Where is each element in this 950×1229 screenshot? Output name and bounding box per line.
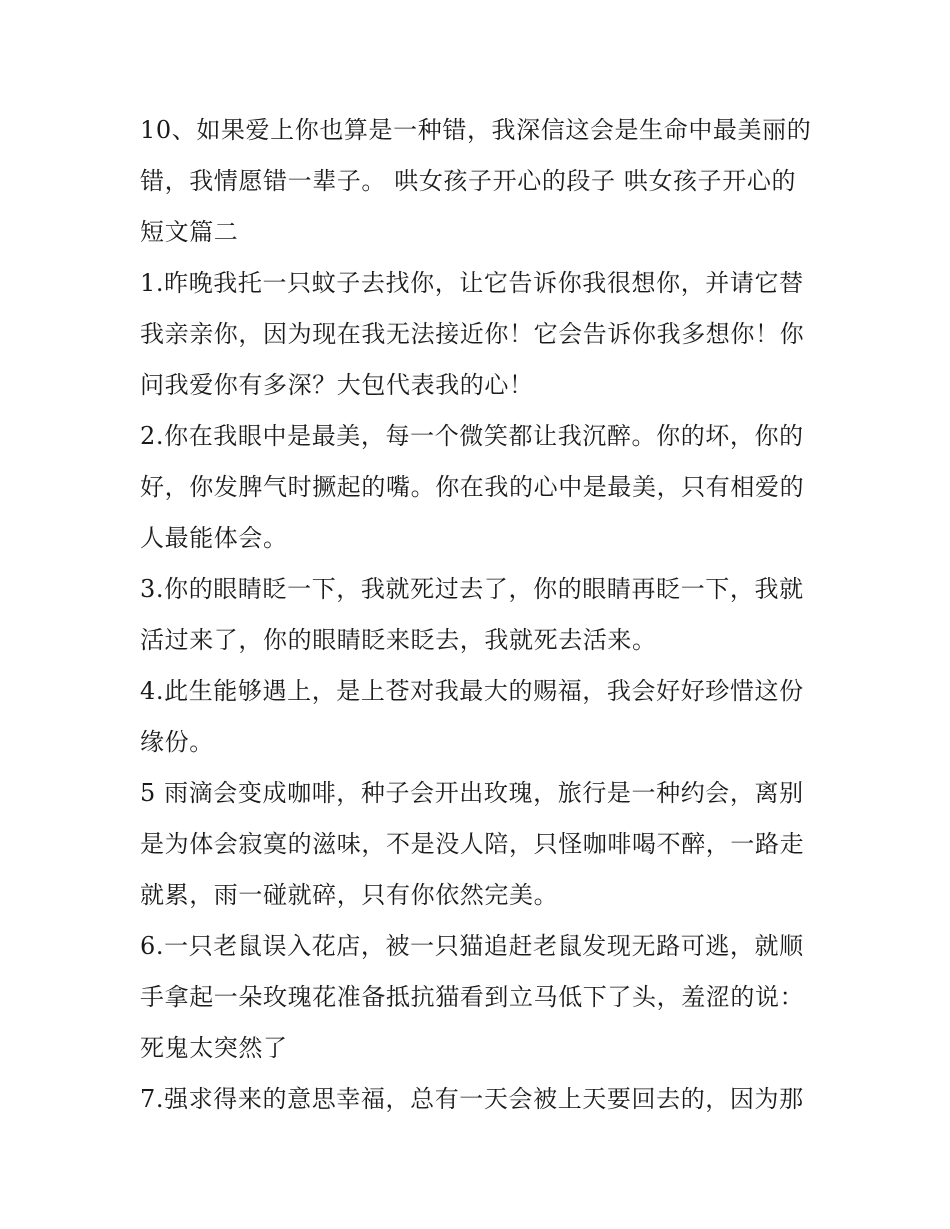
text-line: 问我爱你有多深？大包代表我的心！ xyxy=(140,371,534,399)
document-body xyxy=(140,105,820,1125)
text-line: 错，我情愿错一辈子。 哄女孩子开心的段子 哄女孩子开心的 xyxy=(140,167,797,195)
paragraph-5 xyxy=(140,768,820,921)
text-line: 3.你的眼睛眨一下，我就死过去了，你的眼睛再眨一下，我就 xyxy=(140,575,804,603)
paragraph-7 xyxy=(140,1074,820,1125)
text-line: 6.一只老鼠误入花店，被一只猫追赶老鼠发现无路可逃，就顺 xyxy=(140,932,804,960)
paragraph-4 xyxy=(140,666,820,768)
text-line: 人最能体会。 xyxy=(140,524,288,552)
text-line: 4.此生能够遇上，是上苍对我最大的赐福，我会好好珍惜这份 xyxy=(140,677,804,705)
text-line: 是为体会寂寞的滋味，不是没人陪，只怪咖啡喝不醉，一路走 xyxy=(140,830,805,858)
text-line: 我亲亲你，因为现在我无法接近你！它会告诉你我多想你！你 xyxy=(140,320,805,348)
text-line: 2.你在我眼中是最美，每一个微笑都让我沉醉。你的坏，你的 xyxy=(140,422,804,450)
text-line: 7.强求得来的意思幸福，总有一天会被上天要回去的，因为那 xyxy=(140,1085,804,1113)
text-line: 就累，雨一碰就碎，只有你依然完美。 xyxy=(140,881,559,909)
text-line: 1.昨晚我托一只蚊子去找你，让它告诉你我很想你，并请它替 xyxy=(140,269,804,297)
paragraph-6 xyxy=(140,921,820,1074)
paragraph-10 xyxy=(140,105,820,258)
text-line: 5 雨滴会变成咖啡，种子会开出玫瑰，旅行是一种约会，离别 xyxy=(140,779,804,807)
text-line: 死鬼太突然了 xyxy=(140,1034,288,1062)
text-line: 活过来了，你的眼睛眨来眨去，我就死去活来。 xyxy=(140,626,657,654)
text-line: 好，你发脾气时撅起的嘴。你在我的心中是最美，只有相爱的 xyxy=(140,473,805,501)
paragraph-3 xyxy=(140,564,820,666)
text-line: 缘份。 xyxy=(140,728,214,756)
text-line: 短文篇二 xyxy=(140,218,239,246)
text-line: 手拿起一朵玫瑰花准备抵抗猫看到立马低下了头，羞涩的说： xyxy=(140,983,805,1011)
paragraph-2 xyxy=(140,411,820,564)
text-line: 10、如果爱上你也算是一种错，我深信这会是生命中最美丽的 xyxy=(140,116,812,144)
paragraph-1 xyxy=(140,258,820,411)
